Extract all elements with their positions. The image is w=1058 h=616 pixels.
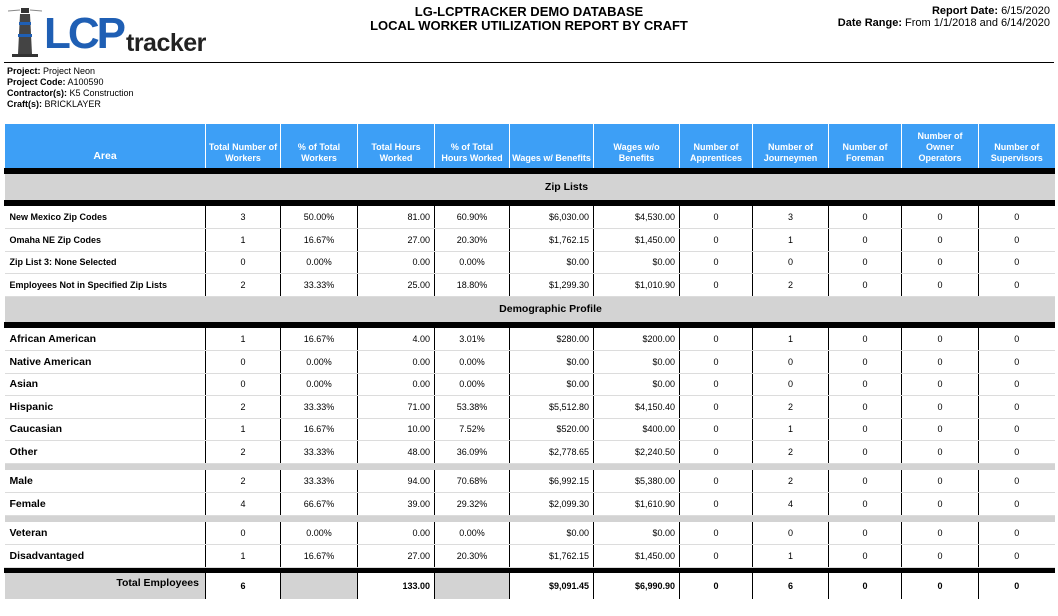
craft-label: Craft(s): (7, 99, 42, 109)
total-workers: 0 (206, 522, 281, 545)
project-info (7, 66, 134, 110)
owner-ops: 0 (902, 274, 979, 297)
table-row (5, 545, 1055, 568)
table-row (5, 206, 1055, 229)
supervisors: 0 (979, 373, 1055, 396)
total-hours: 0.00 (358, 522, 435, 545)
row-label: Omaha NE Zip Codes (5, 229, 206, 252)
apprentices: 0 (680, 251, 753, 274)
pct-hours: 0.00% (435, 351, 510, 374)
wages-wo: $0.00 (594, 522, 680, 545)
pct-hours: 18.80% (435, 274, 510, 297)
apprentices: 0 (680, 522, 753, 545)
owner-ops: 0 (902, 251, 979, 274)
total-apprentices: 0 (680, 573, 753, 599)
total-workers: 2 (206, 274, 281, 297)
row-label: Hispanic (5, 396, 206, 419)
apprentices: 0 (680, 396, 753, 419)
wages-wo: $0.00 (594, 373, 680, 396)
owner-ops: 0 (902, 351, 979, 374)
foreman: 0 (829, 274, 902, 297)
wages-wo: $0.00 (594, 251, 680, 274)
pct-workers: 33.33% (281, 441, 358, 464)
total-pct-hours (435, 573, 510, 599)
apprentices: 0 (680, 206, 753, 229)
supervisors: 0 (979, 229, 1055, 252)
journeymen: 2 (753, 396, 829, 419)
row-label: Caucasian (5, 418, 206, 441)
project-code: A100590 (67, 77, 104, 87)
section-demographic-profile (5, 296, 1055, 322)
table-row (5, 470, 1055, 493)
contractor: K5 Construction (69, 88, 134, 98)
table-row (5, 493, 1055, 516)
total-workers: 2 (206, 470, 281, 493)
row-label: Employees Not in Specified Zip Lists (5, 274, 206, 297)
journeymen: 4 (753, 493, 829, 516)
pct-workers: 0.00% (281, 351, 358, 374)
wages-wo: $1,450.00 (594, 229, 680, 252)
wages-w: $0.00 (510, 522, 594, 545)
total-supervisors: 0 (979, 573, 1055, 599)
report-title-line2: LOCAL WORKER UTILIZATION REPORT BY CRAFT (370, 18, 688, 33)
pct-hours: 7.52% (435, 418, 510, 441)
total-pct-workers (281, 573, 358, 599)
total-workers: 3 (206, 206, 281, 229)
total-owner-ops: 0 (902, 573, 979, 599)
wages-wo: $1,010.90 (594, 274, 680, 297)
apprentices: 0 (680, 418, 753, 441)
foreman: 0 (829, 251, 902, 274)
report-date: 6/15/2020 (1001, 5, 1050, 17)
supervisors: 0 (979, 251, 1055, 274)
apprentices: 0 (680, 274, 753, 297)
table-row (5, 328, 1055, 351)
wages-w: $280.00 (510, 328, 594, 351)
row-label: Disadvantaged (5, 545, 206, 568)
pct-hours: 0.00% (435, 373, 510, 396)
wages-w: $6,992.15 (510, 470, 594, 493)
foreman: 0 (829, 328, 902, 351)
wages-wo: $4,530.00 (594, 206, 680, 229)
col-supervisors: Number of Supervisors (979, 124, 1055, 168)
foreman: 0 (829, 396, 902, 419)
supervisors: 0 (979, 441, 1055, 464)
total-hours: 4.00 (358, 328, 435, 351)
pct-workers: 0.00% (281, 522, 358, 545)
wages-wo: $1,610.90 (594, 493, 680, 516)
journeymen: 1 (753, 229, 829, 252)
foreman: 0 (829, 470, 902, 493)
journeymen: 0 (753, 373, 829, 396)
logo-text-lcp: LCP (44, 9, 123, 58)
supervisors: 0 (979, 206, 1055, 229)
wages-w: $520.00 (510, 418, 594, 441)
wages-wo: $400.00 (594, 418, 680, 441)
col-wages-wo: Wages w/o Benefits (594, 124, 680, 168)
pct-hours: 0.00% (435, 522, 510, 545)
pct-workers: 0.00% (281, 251, 358, 274)
total-hours: 0.00 (358, 351, 435, 374)
table-row (5, 274, 1055, 297)
report-title-line1: LG-LCPTRACKER DEMO DATABASE (414, 4, 644, 19)
pct-hours: 60.90% (435, 206, 510, 229)
total-hours: 25.00 (358, 274, 435, 297)
section-title: Zip Lists (5, 174, 1055, 200)
pct-workers: 16.67% (281, 418, 358, 441)
owner-ops: 0 (902, 441, 979, 464)
pct-workers: 66.67% (281, 493, 358, 516)
wages-wo: $5,380.00 (594, 470, 680, 493)
pct-hours: 20.30% (435, 229, 510, 252)
table-row (5, 351, 1055, 374)
col-apprentices: Number of Apprentices (680, 124, 753, 168)
wages-w: $0.00 (510, 251, 594, 274)
pct-workers: 16.67% (281, 328, 358, 351)
foreman: 0 (829, 545, 902, 568)
journeymen: 2 (753, 470, 829, 493)
journeymen: 0 (753, 251, 829, 274)
total-wages-wo: $6,990.90 (594, 573, 680, 599)
total-workers: 6 (206, 573, 281, 599)
col-pct-hours: % of Total Hours Worked (435, 124, 510, 168)
total-journeymen: 6 (753, 573, 829, 599)
apprentices: 0 (680, 470, 753, 493)
owner-ops: 0 (902, 418, 979, 441)
pct-hours: 3.01% (435, 328, 510, 351)
supervisors: 0 (979, 328, 1055, 351)
total-hours: 71.00 (358, 396, 435, 419)
supervisors: 0 (979, 470, 1055, 493)
supervisors: 0 (979, 418, 1055, 441)
journeymen: 1 (753, 328, 829, 351)
row-label: Asian (5, 373, 206, 396)
total-workers: 0 (206, 251, 281, 274)
owner-ops: 0 (902, 328, 979, 351)
pct-workers: 50.00% (281, 206, 358, 229)
wages-wo: $0.00 (594, 351, 680, 374)
table-row (5, 373, 1055, 396)
table-header-row (5, 124, 1055, 168)
contractor-label: Contractor(s): (7, 88, 67, 98)
pct-hours: 0.00% (435, 251, 510, 274)
journeymen: 3 (753, 206, 829, 229)
wages-wo: $200.00 (594, 328, 680, 351)
apprentices: 0 (680, 441, 753, 464)
wages-w: $0.00 (510, 373, 594, 396)
header-divider (4, 62, 1054, 63)
group-separator (5, 515, 1055, 522)
apprentices: 0 (680, 493, 753, 516)
pct-workers: 0.00% (281, 373, 358, 396)
total-wages-w: $9,091.45 (510, 573, 594, 599)
pct-workers: 16.67% (281, 229, 358, 252)
pct-hours: 36.09% (435, 441, 510, 464)
wages-w: $2,778.65 (510, 441, 594, 464)
date-range: From 1/1/2018 and 6/14/2020 (905, 17, 1050, 29)
pct-hours: 70.68% (435, 470, 510, 493)
total-label: Total Employees (5, 573, 206, 599)
craft: BRICKLAYER (44, 99, 101, 109)
row-label: African American (5, 328, 206, 351)
journeymen: 0 (753, 351, 829, 374)
wages-w: $0.00 (510, 351, 594, 374)
journeymen: 2 (753, 441, 829, 464)
row-label: Zip List 3: None Selected (5, 251, 206, 274)
col-owner-ops: Number of Owner Operators (902, 124, 979, 168)
journeymen: 1 (753, 545, 829, 568)
col-total-workers: Total Number of Workers (206, 124, 281, 168)
pct-hours: 20.30% (435, 545, 510, 568)
group-separator (5, 463, 1055, 470)
table-row (5, 229, 1055, 252)
row-label: New Mexico Zip Codes (5, 206, 206, 229)
col-foreman: Number of Foreman (829, 124, 902, 168)
total-hours: 39.00 (358, 493, 435, 516)
table-row (5, 418, 1055, 441)
supervisors: 0 (979, 493, 1055, 516)
owner-ops: 0 (902, 493, 979, 516)
total-workers: 1 (206, 328, 281, 351)
apprentices: 0 (680, 545, 753, 568)
owner-ops: 0 (902, 396, 979, 419)
total-workers: 2 (206, 396, 281, 419)
project-label: Project: (7, 66, 41, 76)
supervisors: 0 (979, 396, 1055, 419)
total-hours: 133.00 (358, 573, 435, 599)
total-foreman: 0 (829, 573, 902, 599)
wages-w: $1,762.15 (510, 545, 594, 568)
wages-wo: $2,240.50 (594, 441, 680, 464)
row-label: Veteran (5, 522, 206, 545)
row-label: Native American (5, 351, 206, 374)
foreman: 0 (829, 441, 902, 464)
table-row (5, 441, 1055, 464)
foreman: 0 (829, 351, 902, 374)
total-workers: 0 (206, 351, 281, 374)
col-total-hours: Total Hours Worked (358, 124, 435, 168)
apprentices: 0 (680, 351, 753, 374)
supervisors: 0 (979, 522, 1055, 545)
owner-ops: 0 (902, 373, 979, 396)
total-hours: 27.00 (358, 545, 435, 568)
wages-w: $6,030.00 (510, 206, 594, 229)
apprentices: 0 (680, 328, 753, 351)
pct-workers: 16.67% (281, 545, 358, 568)
total-workers: 4 (206, 493, 281, 516)
total-workers: 1 (206, 229, 281, 252)
logo-text-tracker: tracker (126, 29, 206, 57)
total-workers: 1 (206, 545, 281, 568)
total-hours: 10.00 (358, 418, 435, 441)
total-hours: 48.00 (358, 441, 435, 464)
owner-ops: 0 (902, 229, 979, 252)
total-hours: 81.00 (358, 206, 435, 229)
apprentices: 0 (680, 229, 753, 252)
col-area: Area (5, 124, 206, 168)
row-label: Female (5, 493, 206, 516)
col-pct-workers: % of Total Workers (281, 124, 358, 168)
table-row (5, 251, 1055, 274)
pct-workers: 33.33% (281, 274, 358, 297)
date-range-label: Date Range: (837, 17, 902, 29)
owner-ops: 0 (902, 470, 979, 493)
supervisors: 0 (979, 274, 1055, 297)
supervisors: 0 (979, 351, 1055, 374)
table-row (5, 522, 1055, 545)
pct-workers: 33.33% (281, 470, 358, 493)
project-name: Project Neon (43, 66, 96, 76)
total-workers: 0 (206, 373, 281, 396)
foreman: 0 (829, 418, 902, 441)
utilization-table (4, 124, 1055, 599)
wages-w: $1,762.15 (510, 229, 594, 252)
journeymen: 0 (753, 522, 829, 545)
owner-ops: 0 (902, 206, 979, 229)
foreman: 0 (829, 493, 902, 516)
table-row (5, 396, 1055, 419)
total-hours: 0.00 (358, 373, 435, 396)
foreman: 0 (829, 229, 902, 252)
report-meta (838, 5, 1050, 29)
pct-hours: 53.38% (435, 396, 510, 419)
foreman: 0 (829, 206, 902, 229)
col-wages-w: Wages w/ Benefits (510, 124, 594, 168)
wages-w: $2,099.30 (510, 493, 594, 516)
wages-w: $1,299.30 (510, 274, 594, 297)
total-hours: 0.00 (358, 251, 435, 274)
row-label: Male (5, 470, 206, 493)
apprentices: 0 (680, 373, 753, 396)
supervisors: 0 (979, 545, 1055, 568)
journeymen: 2 (753, 274, 829, 297)
report-date-label: Report Date: (931, 5, 998, 17)
section-title: Demographic Profile (5, 296, 1055, 322)
wages-w: $5,512.80 (510, 396, 594, 419)
col-journeymen: Number of Journeymen (753, 124, 829, 168)
journeymen: 1 (753, 418, 829, 441)
pct-workers: 33.33% (281, 396, 358, 419)
foreman: 0 (829, 373, 902, 396)
project-code-label: Project Code: (7, 77, 66, 87)
wages-wo: $1,450.00 (594, 545, 680, 568)
wages-wo: $4,150.40 (594, 396, 680, 419)
total-row (5, 573, 1055, 599)
section-zip-lists (5, 174, 1055, 200)
pct-hours: 29.32% (435, 493, 510, 516)
owner-ops: 0 (902, 522, 979, 545)
foreman: 0 (829, 522, 902, 545)
total-hours: 94.00 (358, 470, 435, 493)
total-hours: 27.00 (358, 229, 435, 252)
total-workers: 2 (206, 441, 281, 464)
owner-ops: 0 (902, 545, 979, 568)
table-body (5, 168, 1055, 599)
row-label: Other (5, 441, 206, 464)
total-workers: 1 (206, 418, 281, 441)
